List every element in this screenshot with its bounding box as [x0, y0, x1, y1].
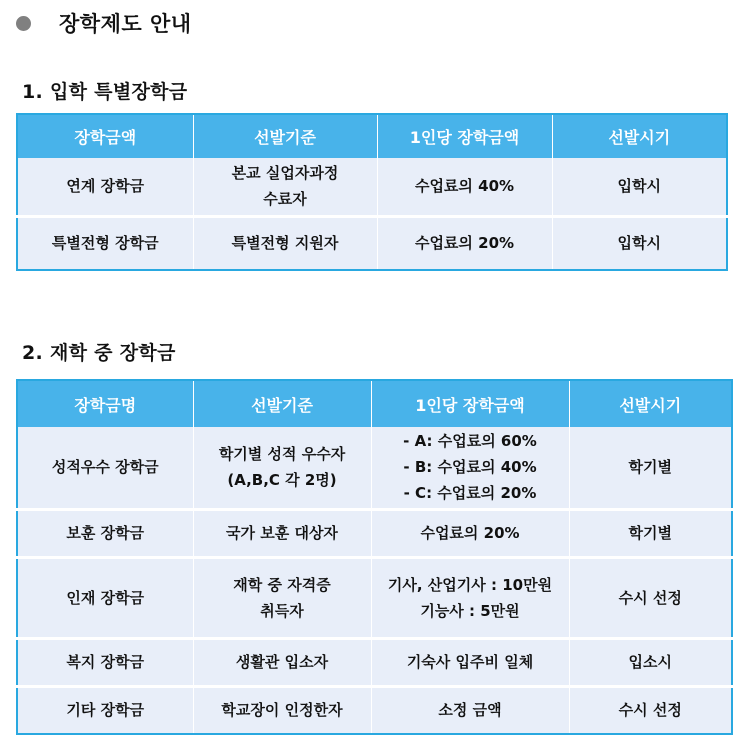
scholarship-name: 연계 장학금 [17, 158, 193, 216]
criteria-line: 수료자 [263, 190, 307, 209]
enrolled-scholarship-table [16, 379, 733, 735]
amount-line: - C: 수업료의 20% [403, 484, 537, 503]
scholarship-name: 기타 장학금 [17, 686, 193, 734]
column-header-per-person: 1인당 장학금액 [377, 114, 552, 158]
scholarship-amount [371, 557, 569, 638]
criteria-line: 학기별 성적 우수자 [218, 445, 346, 464]
amount-line: - B: 수업료의 40% [403, 458, 537, 477]
scholarship-amount [371, 427, 569, 509]
section2-heading: 2. 재학 중 장학금 [22, 342, 176, 364]
table-row [17, 686, 732, 734]
selection-timing: 입학시 [552, 158, 727, 216]
criteria-line: (A,B,C 각 2명) [227, 471, 337, 490]
scholarship-name: 특별전형 장학금 [17, 216, 193, 270]
selection-criteria: 학교장이 인정한자 [193, 686, 371, 734]
selection-timing: 학기별 [569, 427, 732, 509]
column-header-criteria: 선발기준 [193, 114, 377, 158]
selection-timing: 입학시 [552, 216, 727, 270]
amount-line: - A: 수업료의 60% [403, 432, 537, 451]
scholarship-name: 성적우수 장학금 [17, 427, 193, 509]
column-header-criteria: 선발기준 [193, 380, 371, 427]
criteria-line: 본교 실업자과정 [231, 164, 339, 183]
criteria-line: 취득자 [260, 601, 304, 620]
criteria-line: 재학 중 자격증 [233, 575, 331, 594]
selection-criteria [193, 427, 371, 509]
amount-line: 기능사 : 5만원 [420, 601, 520, 620]
table-row [17, 557, 732, 638]
amount-line: 기사, 산업기사 : 10만원 [387, 575, 553, 594]
scholarship-amount: 수업료의 40% [377, 158, 552, 216]
entrance-scholarship-table [16, 113, 728, 271]
selection-criteria [193, 158, 377, 216]
table-row [17, 216, 727, 270]
selection-criteria: 특별전형 지원자 [193, 216, 377, 270]
table-row [17, 427, 732, 509]
page-title [16, 6, 192, 40]
section1-heading: 1. 입학 특별장학금 [22, 81, 188, 103]
selection-timing: 학기별 [569, 509, 732, 557]
selection-criteria: 국가 보훈 대상자 [193, 509, 371, 557]
scholarship-name: 보훈 장학금 [17, 509, 193, 557]
selection-criteria: 생활관 입소자 [193, 638, 371, 686]
bullet-icon [16, 16, 31, 31]
table-row [17, 158, 727, 216]
scholarship-amount: 소정 금액 [371, 686, 569, 734]
scholarship-amount: 기숙사 입주비 일체 [371, 638, 569, 686]
scholarship-name: 복지 장학금 [17, 638, 193, 686]
column-header-timing: 선발시기 [552, 114, 727, 158]
scholarship-amount: 수업료의 20% [377, 216, 552, 270]
column-header-per-person: 1인당 장학금액 [371, 380, 569, 427]
page-title-text: 장학제도 안내 [59, 12, 192, 36]
table-row [17, 638, 732, 686]
selection-timing: 수시 선정 [569, 557, 732, 638]
column-header-timing: 선발시기 [569, 380, 732, 427]
selection-timing: 수시 선정 [569, 686, 732, 734]
selection-timing: 입소시 [569, 638, 732, 686]
scholarship-name: 인재 장학금 [17, 557, 193, 638]
column-header-amount: 장학금액 [17, 114, 193, 158]
table-row [17, 509, 732, 557]
selection-criteria [193, 557, 371, 638]
scholarship-amount: 수업료의 20% [371, 509, 569, 557]
column-header-scholarship-name: 장학금명 [17, 380, 193, 427]
